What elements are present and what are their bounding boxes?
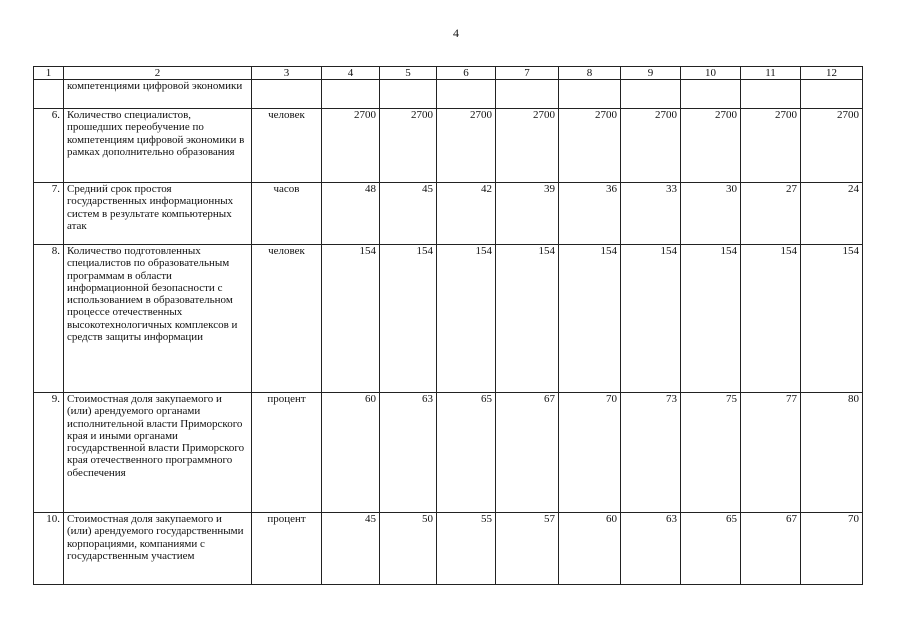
value-cell: 63 (621, 513, 681, 585)
value-cell: 2700 (559, 109, 621, 183)
column-header: 4 (322, 67, 380, 80)
value-cell: 2700 (437, 109, 496, 183)
table-row (34, 245, 863, 393)
value-cell: 67 (741, 513, 801, 585)
value-cell: 33 (621, 183, 681, 245)
value-cell: 39 (496, 183, 559, 245)
value-cell: 65 (681, 513, 741, 585)
column-header: 11 (741, 67, 801, 80)
value-cell: 50 (380, 513, 437, 585)
value-cell (681, 80, 741, 109)
column-header: 10 (681, 67, 741, 80)
table-row (34, 513, 863, 585)
value-cell: 60 (559, 513, 621, 585)
value-cell: 154 (322, 245, 380, 393)
value-cell: 27 (741, 183, 801, 245)
indicator-name: компетенциями цифровой экономики (64, 80, 252, 109)
unit-cell: процент (252, 513, 322, 585)
column-header: 5 (380, 67, 437, 80)
unit-cell: процент (252, 393, 322, 513)
value-cell: 154 (801, 245, 863, 393)
unit-cell (252, 80, 322, 109)
column-header: 8 (559, 67, 621, 80)
value-cell: 65 (437, 393, 496, 513)
value-cell: 60 (322, 393, 380, 513)
column-header: 7 (496, 67, 559, 80)
value-cell: 77 (741, 393, 801, 513)
value-cell: 45 (380, 183, 437, 245)
value-cell: 45 (322, 513, 380, 585)
table-row (34, 109, 863, 183)
value-cell (437, 80, 496, 109)
value-cell: 2700 (741, 109, 801, 183)
row-number: 7. (34, 183, 64, 245)
unit-cell: человек (252, 245, 322, 393)
indicator-name: Количество подготовленных специалистов по образовательным программам в области информационной безопасности с использованием в образовательном процессе отечественных высокотехнологичных комплексов и средств защиты информации (64, 245, 252, 393)
value-cell: 154 (621, 245, 681, 393)
row-number: 6. (34, 109, 64, 183)
value-cell: 2700 (496, 109, 559, 183)
value-cell: 30 (681, 183, 741, 245)
column-header: 9 (621, 67, 681, 80)
indicator-name: Средний срок простоя государственных информационных систем в результате компьютерных атак (64, 183, 252, 245)
value-cell: 154 (496, 245, 559, 393)
table-row (34, 80, 863, 109)
value-cell: 67 (496, 393, 559, 513)
value-cell (380, 80, 437, 109)
column-header: 1 (34, 67, 64, 80)
indicator-name: Стоимостная доля закупаемого и (или) арендуемого государственными корпорациями, компаниями с государственным участием (64, 513, 252, 585)
value-cell: 57 (496, 513, 559, 585)
value-cell: 2700 (380, 109, 437, 183)
page-number: 4 (453, 26, 459, 40)
value-cell: 73 (621, 393, 681, 513)
value-cell: 2700 (322, 109, 380, 183)
value-cell: 154 (681, 245, 741, 393)
row-number (34, 80, 64, 109)
value-cell (496, 80, 559, 109)
value-cell: 36 (559, 183, 621, 245)
value-cell: 75 (681, 393, 741, 513)
value-cell: 154 (380, 245, 437, 393)
table-row (34, 183, 863, 245)
column-header: 2 (64, 67, 252, 80)
value-cell (322, 80, 380, 109)
column-header: 12 (801, 67, 863, 80)
value-cell (559, 80, 621, 109)
table-row (34, 393, 863, 513)
value-cell: 55 (437, 513, 496, 585)
row-number: 9. (34, 393, 64, 513)
value-cell: 154 (437, 245, 496, 393)
column-header: 3 (252, 67, 322, 80)
value-cell: 154 (741, 245, 801, 393)
unit-cell: человек (252, 109, 322, 183)
value-cell (801, 80, 863, 109)
row-number: 10. (34, 513, 64, 585)
value-cell: 80 (801, 393, 863, 513)
table-header-row (34, 67, 863, 80)
value-cell: 63 (380, 393, 437, 513)
value-cell (741, 80, 801, 109)
value-cell: 2700 (801, 109, 863, 183)
value-cell: 70 (801, 513, 863, 585)
value-cell: 154 (559, 245, 621, 393)
value-cell: 24 (801, 183, 863, 245)
value-cell: 2700 (621, 109, 681, 183)
value-cell: 2700 (681, 109, 741, 183)
column-header: 6 (437, 67, 496, 80)
value-cell: 42 (437, 183, 496, 245)
unit-cell: часов (252, 183, 322, 245)
value-cell: 48 (322, 183, 380, 245)
indicator-name: Количество специалистов, прошедших переобучение по компетенциям цифровой экономики в рамках дополнительно образования (64, 109, 252, 183)
row-number: 8. (34, 245, 64, 393)
value-cell: 70 (559, 393, 621, 513)
indicator-name: Стоимостная доля закупаемого и (или) арендуемого органами исполнительной власти Приморского края и иными органами государственной власти Приморского края отечественного программного обеспечения (64, 393, 252, 513)
value-cell (621, 80, 681, 109)
indicators-table (33, 66, 863, 585)
